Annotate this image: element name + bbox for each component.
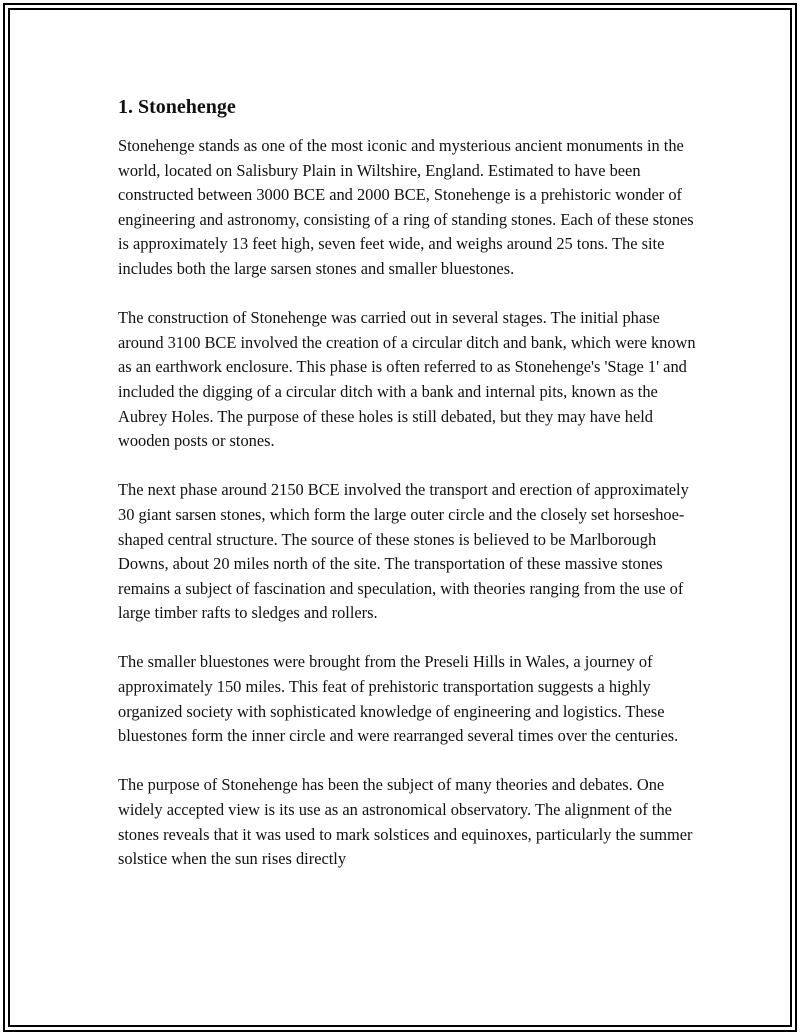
paragraph-1: Stonehenge stands as one of the most iconic and mysterious ancient monuments in the world, located on Salisbury Plain in Wiltshire, England. Estimated to have been constructed between 3000 BCE and 2000 BCE, Stonehenge is a prehistoric wonder of engineering and astronomy, consisting of a ring of standing stones. Each of these stones is approximately 13 feet high, seven feet wide, and weighs around 25 tons. The site includes both the large sarsen stones and smaller bluestones.	[118, 136, 694, 278]
paragraph-2: The construction of Stonehenge was carried out in several stages. The initial phase around 3100 BCE involved the creation of a circular ditch and bank, which were known as an earthwork enclosure. This phase is often referred to as Stonehenge's 'Stage 1' and included the digging of a circular ditch with a bank and internal pits, known as the Aubrey Holes. The purpose of these holes is still debated, but they may have held wooden posts or stones.	[118, 308, 696, 451]
paragraph-5: The purpose of Stonehenge has been the subject of many theories and debates. One widely accepted view is its use as an astronomical observatory. The alignment of the stones reveals that it was used to mark solstices and equinoxes, particularly the summer solstice when the sun rises directly	[118, 775, 693, 869]
paragraph-4: The smaller bluestones were brought from the Preseli Hills in Wales, a journey of approximately 150 miles. This feat of prehistoric transportation suggests a highly organized society with sophisticated knowledge of engineering and logistics. These bluestones form the inner circle and were rearranged several times over the centuries.	[118, 652, 679, 746]
document-body	[118, 93, 698, 896]
paragraph-3: The next phase around 2150 BCE involved the transport and erection of approximately 30 giant sarsen stones, which form the large outer circle and the closely set horseshoe-shaped central structure. The source of these stones is believed to be Marlborough Downs, about 20 miles north of the site. The transportation of these massive stones remains a subject of fascination and speculation, with theories ranging from the use of large timber rafts to sledges and rollers.	[118, 480, 689, 623]
section-heading: 1. Stonehenge	[118, 96, 236, 118]
